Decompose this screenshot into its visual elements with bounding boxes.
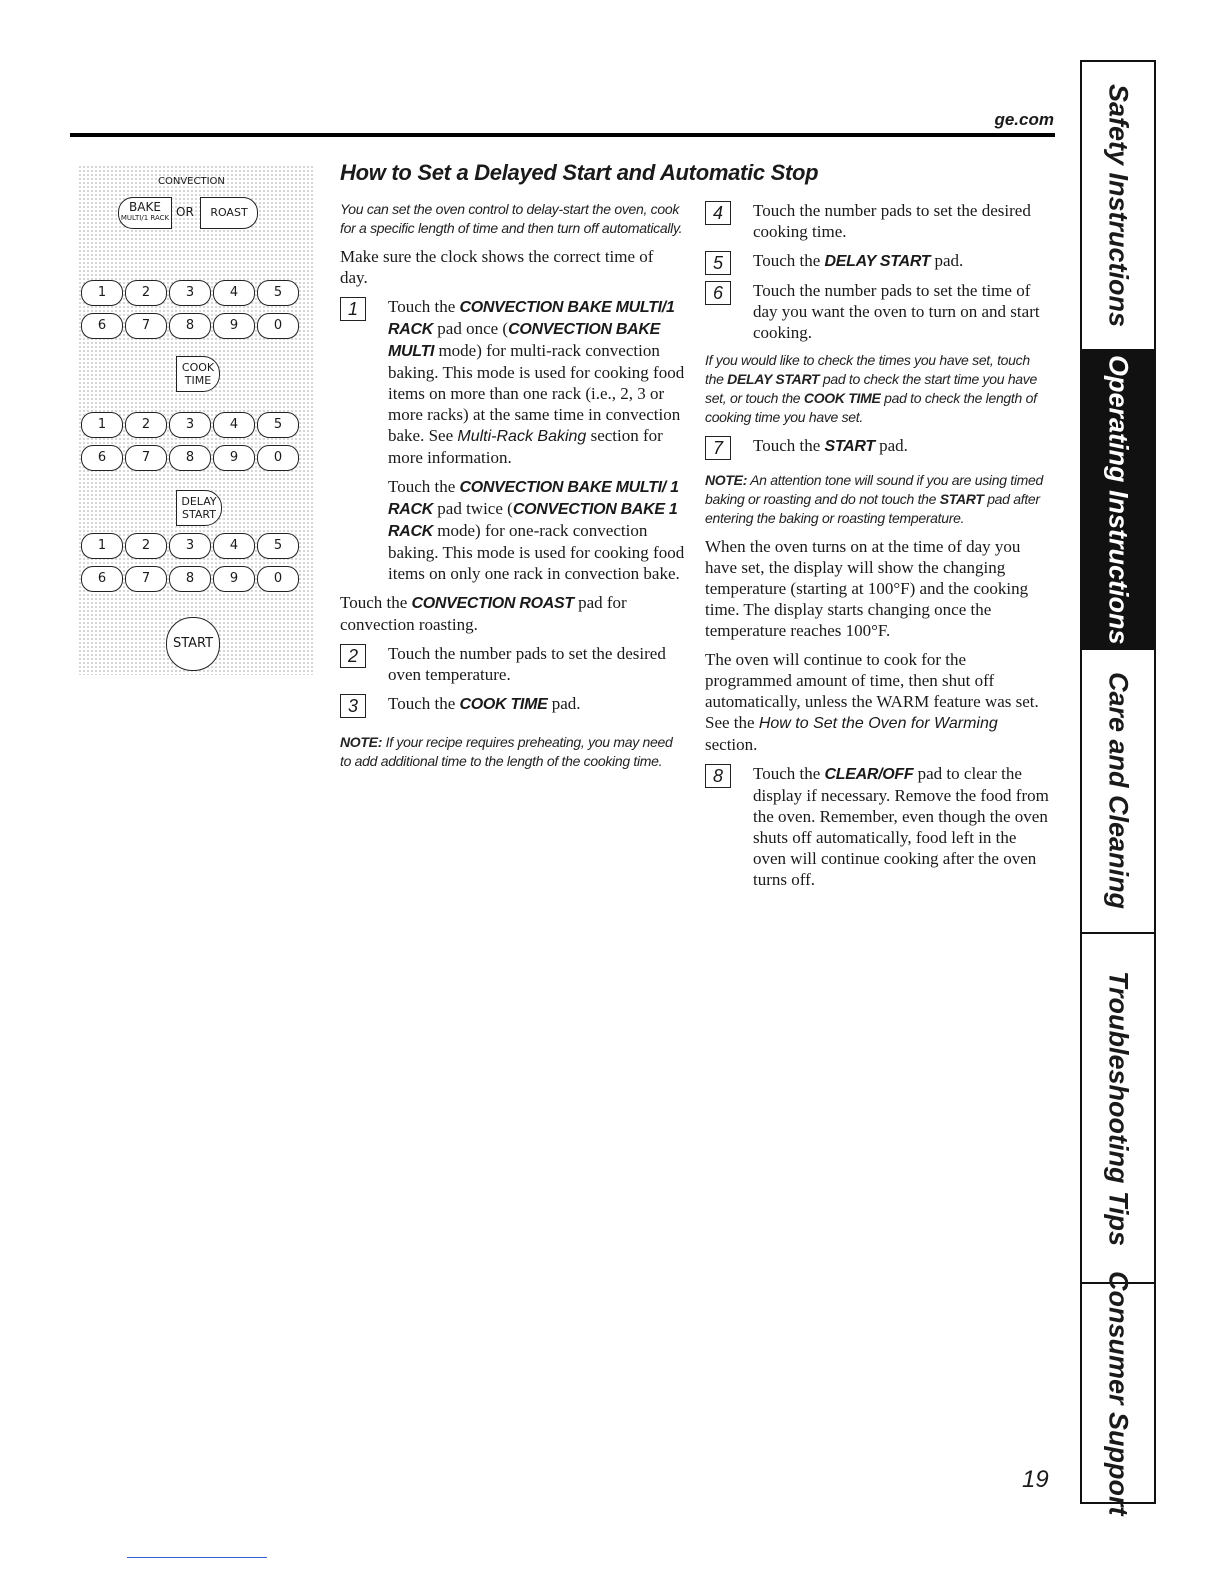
number-key-9: 9: [213, 445, 255, 471]
step-text: Touch the: [388, 694, 460, 713]
cook-time-key: [176, 356, 220, 392]
step-text: Touch the: [388, 297, 460, 316]
step-number: 3: [340, 694, 366, 718]
step-text: pad once (: [433, 319, 509, 338]
pad-name: CONVECTION BAKE 1 RACK: [388, 501, 678, 540]
tab-operating-instructions[interactable]: [1082, 351, 1154, 650]
step-number: 8: [705, 764, 731, 788]
footer-line: [127, 1557, 267, 1558]
pad-name: CONVECTION BAKE MULTI: [388, 321, 661, 360]
header-rule: [70, 133, 1055, 137]
number-key-7: 7: [125, 445, 167, 471]
clock-paragraph: Make sure the clock shows the correct time of day.: [340, 247, 654, 287]
note-text: If your recipe requires preheating, you may need to add additional time to the length of the cooking time.: [340, 734, 673, 769]
number-key-5: 5: [257, 533, 299, 559]
note-label: NOTE:: [340, 734, 383, 750]
cook-label: COOK: [181, 361, 215, 374]
check-times-note: [705, 351, 1050, 427]
step-number: 2: [340, 644, 366, 668]
number-key-2: 2: [125, 533, 167, 559]
number-key-1: 1: [81, 412, 123, 438]
tab-label: Safety Instructions: [1103, 83, 1134, 328]
step-1: [340, 296, 685, 468]
section-reference: Multi-Rack Baking: [457, 428, 587, 445]
pad-name: COOK TIME: [459, 696, 548, 713]
tab-label: Care and Cleaning: [1103, 672, 1134, 910]
pad-name: CONVECTION BAKE MULTI/ 1 RACK: [388, 479, 679, 518]
number-key-2: 2: [125, 280, 167, 306]
number-key-8: 8: [169, 566, 211, 592]
tab-safety-instructions[interactable]: [1082, 62, 1154, 351]
step-text: Touch the: [388, 477, 460, 496]
step-text: mode) for multi-rack convection baking. This mode is used for cooking food items on more than one rack (i.e., 2, 3 or more racks) at the same time in convection bake. See: [388, 341, 685, 445]
pad-name: COOK TIME: [803, 390, 881, 406]
paragraph-text: The oven will continue to cook for the programmed amount of time, then shut off automatically, unless the WARM feature was set. See the: [705, 650, 1039, 732]
column-1: [340, 200, 685, 779]
pad-name: DELAY START: [824, 253, 931, 270]
step-text: Touch the: [340, 593, 412, 612]
section-tabs: [1080, 60, 1156, 1516]
step-text: pad.: [930, 251, 964, 270]
pad-name: CONVECTION ROAST: [411, 595, 574, 612]
step-text: pad.: [547, 694, 581, 713]
number-key-1: 1: [81, 280, 123, 306]
number-key-9: 9: [213, 313, 255, 339]
pad-name: CLEAR/OFF: [824, 766, 914, 783]
or-label: OR: [176, 205, 194, 219]
step-text: mode) for one-rack convection baking. This mode is used for cooking food items on only one rack in convection bake.: [388, 521, 685, 583]
step-text: section for more information.: [388, 426, 663, 467]
step-6: [705, 280, 1050, 343]
warm-paragraph: [705, 649, 1050, 755]
step-text: Touch the: [753, 436, 825, 455]
number-key-8: 8: [169, 313, 211, 339]
pad-name: START: [939, 491, 984, 507]
step-text: pad twice (: [433, 499, 513, 518]
number-key-6: 6: [81, 313, 123, 339]
tab-label: Consumer Support: [1103, 1270, 1134, 1516]
step-3: [340, 693, 685, 715]
step-4: [705, 200, 1050, 242]
step-2: [340, 643, 685, 685]
roast-key: ROAST: [200, 197, 258, 229]
step-text: pad to clear the display if necessary. Remove the food from the oven. Remember, even though the oven shuts off automatically, food left in the oven will continue cooking after the oven turns off.: [753, 764, 1049, 889]
control-panel-illustration: [78, 165, 313, 675]
site-url: ge.com: [994, 110, 1054, 129]
step-8: [705, 763, 1050, 890]
step-number: 7: [705, 436, 731, 460]
number-key-6: 6: [81, 566, 123, 592]
number-key-3: 3: [169, 412, 211, 438]
step-text: pad.: [874, 436, 908, 455]
number-key-4: 4: [213, 412, 255, 438]
number-key-3: 3: [169, 533, 211, 559]
step-text: Touch the: [753, 251, 825, 270]
bake-label: BAKE: [129, 200, 161, 214]
start-sublabel: START: [182, 508, 216, 521]
number-key-8: 8: [169, 445, 211, 471]
bake-multi-key: [118, 197, 172, 229]
page-number: 19: [1022, 1466, 1049, 1493]
tab-label: Troubleshooting Tips: [1103, 970, 1134, 1246]
note-text: An attention tone will sound if you are using timed baking or roasting and do not touch the: [705, 472, 1044, 507]
column-2: [705, 200, 1050, 898]
number-key-0: 0: [257, 566, 299, 592]
display-paragraph: When the oven turns on at the time of day you have set, the display will show the changing temperature (starting at 100°F) and the cooking time. The display starts changing once the temperature reaches 100°F.: [705, 537, 1029, 640]
tab-label: Operating Instructions: [1103, 354, 1134, 645]
step-5: [705, 250, 1050, 272]
multi-rack-label: MULTI/1 RACK: [120, 214, 170, 222]
note-text: pad to check the start time you have set, or touch the: [705, 371, 1037, 406]
number-key-0: 0: [257, 313, 299, 339]
step-number: 1: [340, 297, 366, 321]
paragraph-text: section.: [705, 735, 758, 754]
section-reference: How to Set the Oven for Warming: [758, 715, 998, 732]
step-text: Touch the number pads to set the desired cooking time.: [753, 201, 1031, 241]
number-key-6: 6: [81, 445, 123, 471]
step-text: pad for convection roasting.: [340, 593, 627, 634]
step-number: 6: [705, 281, 731, 305]
tab-consumer-support[interactable]: [1082, 1270, 1154, 1516]
step-text: Touch the: [753, 764, 825, 783]
page-title: How to Set a Delayed Start and Automatic Stop: [340, 160, 819, 185]
number-key-4: 4: [213, 533, 255, 559]
number-key-9: 9: [213, 566, 255, 592]
step-text: Touch the number pads to set the desired oven temperature.: [388, 644, 666, 684]
number-key-7: 7: [125, 313, 167, 339]
step-7: [705, 435, 1050, 457]
step-text: Touch the number pads to set the time of day you want the oven to turn on and start cooking.: [753, 281, 1040, 342]
note-text: pad to check the length of cooking time you have set.: [705, 390, 1037, 425]
note-text: pad after entering the baking or roasting temperature.: [705, 491, 1040, 526]
number-key-1: 1: [81, 533, 123, 559]
number-key-5: 5: [257, 412, 299, 438]
start-key: START: [166, 617, 220, 671]
intro-text: You can set the oven control to delay-start the oven, cook for a specific length of time and then turn off automatically.: [340, 201, 683, 236]
convection-label: CONVECTION: [158, 176, 225, 187]
number-key-5: 5: [257, 280, 299, 306]
tab-care-and-cleaning[interactable]: [1082, 650, 1154, 934]
number-key-3: 3: [169, 280, 211, 306]
note-attention-tone: [705, 471, 1050, 528]
pad-name: DELAY START: [727, 371, 820, 387]
number-key-0: 0: [257, 445, 299, 471]
step-number: 5: [705, 251, 731, 275]
delay-label: DELAY: [181, 495, 217, 508]
roast-paragraph: [340, 592, 685, 635]
step-number: 4: [705, 201, 731, 225]
note-text: If you would like to check the times you have set, touch the: [705, 352, 1030, 387]
number-key-2: 2: [125, 412, 167, 438]
number-key-4: 4: [213, 280, 255, 306]
pad-name: START: [824, 438, 875, 455]
tab-troubleshooting-tips[interactable]: [1082, 934, 1154, 1284]
number-key-7: 7: [125, 566, 167, 592]
delay-start-key: [176, 490, 222, 526]
note-label: NOTE:: [705, 472, 748, 488]
step-1-alt: [340, 476, 685, 584]
note-preheat: [340, 733, 685, 771]
pad-name: CONVECTION BAKE MULTI/1 RACK: [388, 299, 675, 338]
time-label: TIME: [184, 374, 212, 387]
